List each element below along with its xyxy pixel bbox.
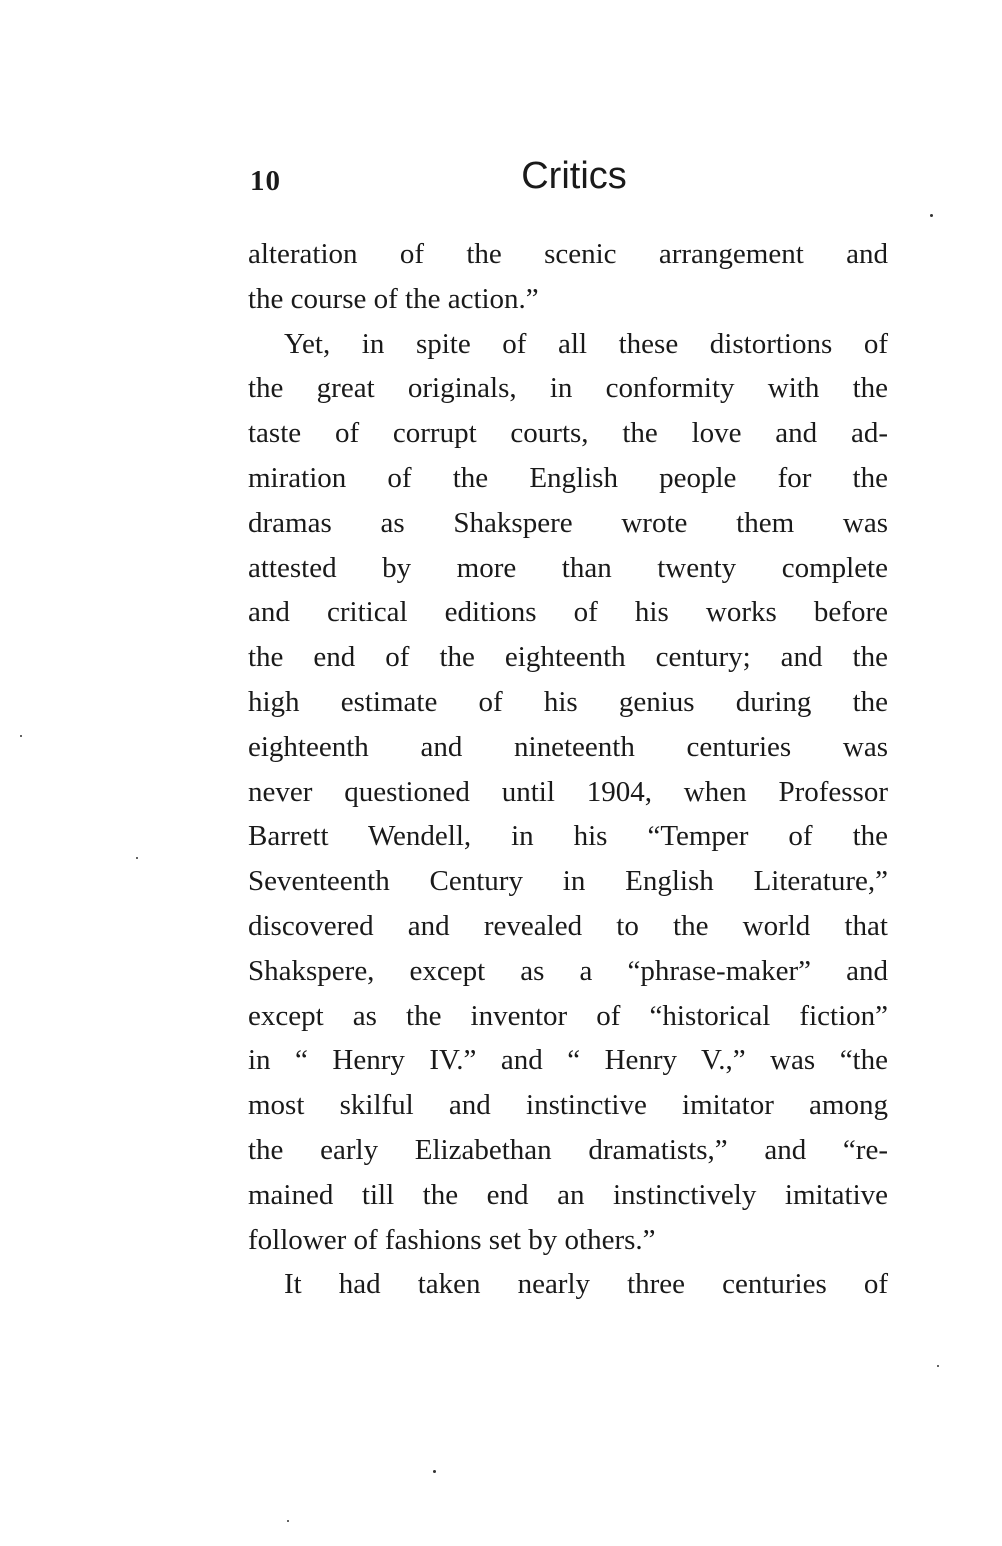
scan-speck — [20, 735, 22, 737]
text-line: high estimate of his genius during the — [248, 685, 888, 718]
text-line: Shakspere, except as a “phrase-maker” and — [248, 954, 888, 987]
text-line: Seventeenth Century in English Literature,” — [248, 865, 888, 898]
text-line: and critical editions of his works before — [248, 596, 888, 629]
scan-speck — [287, 1520, 289, 1522]
text-line: follower of fashions set by others.” — [248, 1223, 656, 1256]
running-title: Critics — [521, 155, 627, 197]
text-line: alteration of the scenic arrangement and — [248, 238, 888, 270]
text-line: attested by more than twenty complete — [248, 551, 888, 584]
body-text — [248, 232, 888, 1307]
text-line: except as the inventor of “historical fiction” — [248, 999, 888, 1032]
text-line: never questioned until 1904, when Professor — [248, 775, 888, 808]
text-line: taste of corrupt courts, the love and ad- — [248, 417, 888, 450]
text-line: the early Elizabethan dramatists,” and “re- — [248, 1133, 888, 1166]
text-line: in “ Henry IV.” and “ Henry V.,” was “the — [248, 1044, 888, 1077]
text-line: the course of the action.” — [248, 282, 539, 315]
scan-speck — [136, 857, 138, 859]
text-line: discovered and revealed to the world that — [248, 909, 888, 942]
text-line: the end of the eighteenth century; and the — [248, 641, 888, 674]
text-line: It had taken nearly three centuries of — [284, 1268, 888, 1301]
text-line: the great originals, in conformity with the — [248, 372, 888, 405]
scan-speck — [433, 1470, 436, 1473]
page-number: 10 — [250, 165, 281, 197]
text-line: most skilful and instinctive imitator among — [248, 1089, 888, 1122]
scan-speck — [930, 214, 933, 217]
scan-speck — [937, 1365, 939, 1367]
text-line: Barrett Wendell, in his “Temper of the — [248, 820, 888, 853]
text-line: miration of the English people for the — [248, 461, 888, 494]
running-head — [248, 155, 888, 207]
text-line: mained till the end an instinctively imitative — [248, 1178, 888, 1211]
text-line: dramas as Shakspere wrote them was — [248, 506, 888, 539]
text-line: Yet, in spite of all these distortions of — [284, 327, 888, 360]
text-line: eighteenth and nineteenth centuries was — [248, 730, 888, 763]
